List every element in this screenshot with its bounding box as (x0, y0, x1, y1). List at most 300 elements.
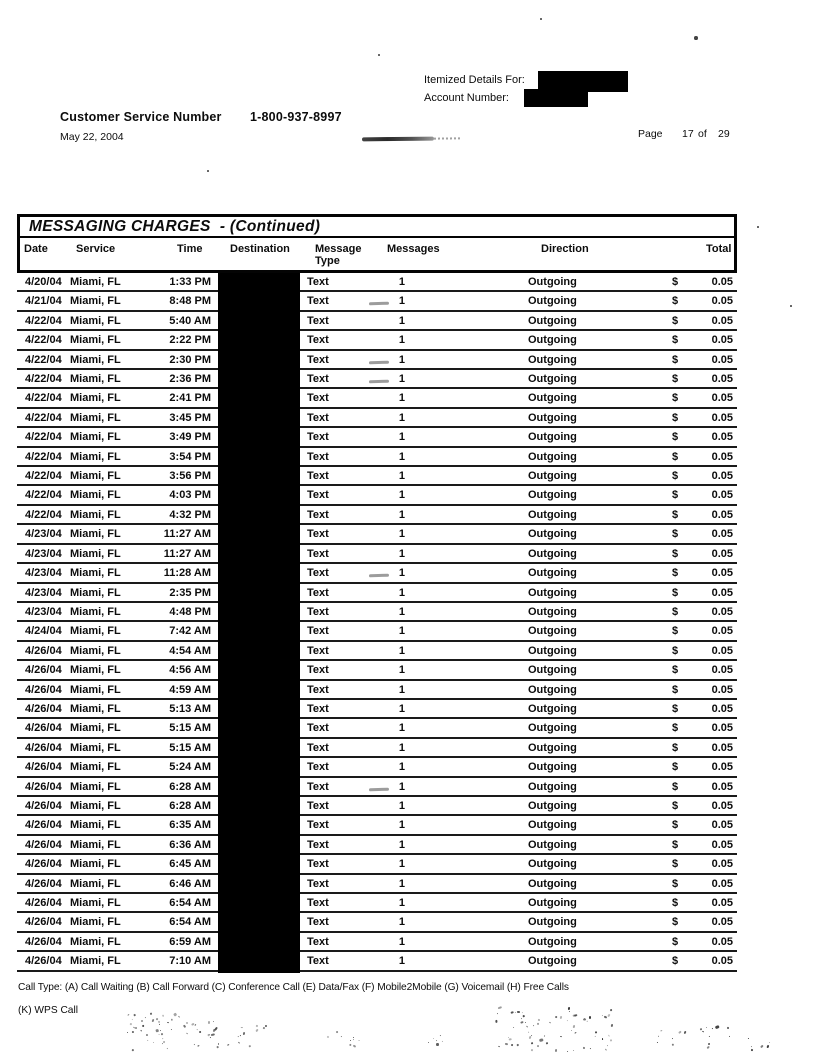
cell-type: Text (307, 489, 329, 502)
cell-msgs: 1 (398, 819, 405, 832)
cell-service: Miami, FL (70, 858, 121, 871)
cell-type: Text (307, 780, 329, 793)
col-header-date: Date (24, 243, 48, 255)
cell-total: 0.05 (711, 916, 733, 929)
cell-type: Text (307, 353, 329, 366)
cell-time: 2:35 PM (169, 586, 211, 599)
cell-date: 4/26/04 (25, 799, 62, 812)
cell-type: Text (307, 916, 329, 929)
cell-service: Miami, FL (70, 955, 121, 968)
cell-total: 0.05 (711, 605, 733, 618)
cell-type: Text (307, 838, 329, 851)
table-row (17, 603, 737, 622)
cell-total: 0.05 (711, 780, 733, 793)
cell-time: 6:54 AM (169, 897, 211, 909)
cell-cur: $ (672, 722, 679, 735)
cell-dir: Outgoing (528, 508, 577, 521)
page-total: 29 (718, 128, 730, 140)
cell-time: 5:40 AM (169, 314, 211, 327)
cell-type: Text (307, 605, 329, 618)
cell-dir: Outgoing (528, 741, 577, 754)
col-header-service: Service (76, 243, 116, 255)
cell-cur: $ (672, 586, 679, 599)
cell-msgs: 1 (398, 838, 405, 851)
cell-msgs: 1 (398, 470, 405, 483)
cell-total: 0.05 (711, 295, 733, 308)
cell-cur: $ (672, 567, 679, 580)
cell-dir: Outgoing (528, 664, 577, 677)
cell-total: 0.05 (711, 314, 733, 327)
cell-cur: $ (672, 799, 679, 812)
cell-service: Miami, FL (70, 528, 121, 541)
table-row (17, 428, 737, 447)
cell-total: 0.05 (711, 334, 733, 347)
cell-msgs: 1 (398, 411, 405, 424)
cell-time: 11:27 AM (163, 528, 211, 541)
col-header-time: Time (177, 243, 203, 255)
table-row (17, 564, 737, 583)
cell-date: 4/26/04 (25, 664, 62, 677)
table-row (17, 719, 737, 738)
cell-date: 4/22/04 (25, 508, 62, 521)
cell-type: Text (307, 819, 329, 832)
table-row (17, 389, 737, 408)
cell-type: Text (307, 858, 329, 871)
cell-type: Text (307, 644, 329, 657)
cell-service: Miami, FL (70, 722, 121, 735)
cell-dir: Outgoing (528, 392, 577, 405)
cell-cur: $ (672, 741, 679, 754)
cell-date: 4/26/04 (25, 858, 62, 871)
table-row (17, 467, 737, 486)
cell-service: Miami, FL (70, 431, 121, 444)
cell-service: Miami, FL (70, 683, 121, 696)
redaction-destination-column (218, 273, 300, 973)
cell-total: 0.05 (711, 431, 733, 444)
cell-cur: $ (672, 819, 679, 832)
col-header-messages: Messages (387, 243, 440, 255)
cell-type: Text (307, 897, 329, 909)
cell-dir: Outgoing (528, 450, 577, 463)
cell-cur: $ (672, 528, 679, 541)
cell-service: Miami, FL (70, 489, 121, 502)
cell-date: 4/22/04 (25, 392, 62, 405)
cell-time: 5:13 AM (169, 702, 211, 715)
cell-msgs: 1 (398, 683, 405, 696)
cell-type: Text (307, 877, 329, 890)
cell-cur: $ (672, 877, 679, 890)
cell-type: Text (307, 528, 329, 541)
cell-date: 4/21/04 (25, 295, 62, 308)
cell-total: 0.05 (711, 528, 733, 541)
cell-total: 0.05 (711, 450, 733, 463)
cell-dir: Outgoing (528, 780, 577, 793)
cell-cur: $ (672, 955, 679, 968)
cell-time: 3:56 PM (169, 470, 211, 483)
cell-dir: Outgoing (528, 877, 577, 890)
cell-total: 0.05 (711, 683, 733, 696)
cell-cur: $ (672, 431, 679, 444)
cell-msgs: 1 (398, 314, 405, 327)
scan-smudge (369, 787, 389, 791)
cell-time: 6:36 AM (169, 838, 211, 851)
page-of-label: of (698, 128, 707, 140)
cell-date: 4/26/04 (25, 702, 62, 715)
cell-date: 4/26/04 (25, 644, 62, 657)
cell-time: 2:41 PM (169, 392, 211, 405)
cell-time: 2:22 PM (169, 334, 211, 347)
cell-service: Miami, FL (70, 761, 121, 774)
redaction-account-number (524, 89, 588, 107)
table-row (17, 913, 737, 932)
cell-msgs: 1 (398, 489, 405, 502)
cell-total: 0.05 (711, 567, 733, 580)
cell-dir: Outgoing (528, 295, 577, 308)
cell-cur: $ (672, 916, 679, 929)
cell-type: Text (307, 567, 329, 580)
cell-time: 3:49 PM (169, 431, 211, 444)
col-header-total: Total (706, 243, 732, 255)
cell-date: 4/22/04 (25, 450, 62, 463)
cell-cur: $ (672, 547, 679, 560)
cell-cur: $ (672, 353, 679, 366)
table-row (17, 370, 737, 389)
cell-time: 3:54 PM (169, 450, 211, 463)
cell-service: Miami, FL (70, 586, 121, 599)
cell-total: 0.05 (711, 741, 733, 754)
cell-msgs: 1 (398, 392, 405, 405)
cell-total: 0.05 (711, 470, 733, 483)
cell-service: Miami, FL (70, 819, 121, 832)
cell-msgs: 1 (398, 799, 405, 812)
cell-cur: $ (672, 858, 679, 871)
cell-type: Text (307, 702, 329, 715)
cell-time: 4:59 AM (169, 683, 211, 696)
cell-time: 6:45 AM (169, 858, 211, 871)
cell-date: 4/26/04 (25, 955, 62, 968)
table-title-bar (17, 214, 737, 238)
cell-service: Miami, FL (70, 373, 121, 386)
cell-cur: $ (672, 935, 679, 948)
cell-dir: Outgoing (528, 547, 577, 560)
table-row (17, 681, 737, 700)
cell-msgs: 1 (398, 586, 405, 599)
cell-service: Miami, FL (70, 644, 121, 657)
cell-total: 0.05 (711, 353, 733, 366)
cell-msgs: 1 (398, 528, 405, 541)
table-row (17, 836, 737, 855)
cell-msgs: 1 (398, 334, 405, 347)
cell-date: 4/23/04 (25, 586, 62, 599)
table-row (17, 351, 737, 370)
cell-msgs: 1 (398, 450, 405, 463)
cell-total: 0.05 (711, 761, 733, 774)
cell-dir: Outgoing (528, 586, 577, 599)
table-row (17, 312, 737, 331)
cell-service: Miami, FL (70, 838, 121, 851)
cell-msgs: 1 (398, 741, 405, 754)
cell-date: 4/26/04 (25, 897, 62, 909)
cell-dir: Outgoing (528, 819, 577, 832)
page-number: 17 (682, 128, 694, 140)
cell-total: 0.05 (711, 489, 733, 502)
cell-time: 4:32 PM (169, 508, 211, 521)
cell-time: 2:36 PM (169, 373, 211, 386)
cell-cur: $ (672, 411, 679, 424)
cell-msgs: 1 (398, 547, 405, 560)
cell-msgs: 1 (398, 916, 405, 929)
cell-total: 0.05 (711, 819, 733, 832)
cell-type: Text (307, 664, 329, 677)
cell-dir: Outgoing (528, 955, 577, 968)
cell-time: 7:42 AM (169, 625, 211, 638)
cell-dir: Outgoing (528, 858, 577, 871)
cell-service: Miami, FL (70, 508, 121, 521)
cell-time: 5:15 AM (169, 722, 211, 735)
cell-cur: $ (672, 664, 679, 677)
cell-dir: Outgoing (528, 799, 577, 812)
cell-service: Miami, FL (70, 916, 121, 929)
table-row (17, 448, 737, 467)
cell-service: Miami, FL (70, 741, 121, 754)
messaging-charges-table (17, 214, 737, 972)
cell-dir: Outgoing (528, 702, 577, 715)
cell-date: 4/22/04 (25, 489, 62, 502)
cell-time: 7:10 AM (169, 955, 211, 968)
cell-type: Text (307, 334, 329, 347)
cell-dir: Outgoing (528, 489, 577, 502)
cell-type: Text (307, 295, 329, 308)
cell-date: 4/22/04 (25, 431, 62, 444)
cell-date: 4/26/04 (25, 722, 62, 735)
table-row (17, 292, 737, 311)
cell-dir: Outgoing (528, 916, 577, 929)
cell-type: Text (307, 431, 329, 444)
cell-time: 5:15 AM (169, 741, 211, 754)
cell-dir: Outgoing (528, 625, 577, 638)
cell-service: Miami, FL (70, 877, 121, 890)
cell-msgs: 1 (398, 373, 405, 386)
cell-date: 4/26/04 (25, 780, 62, 793)
table-row (17, 506, 737, 525)
cell-service: Miami, FL (70, 547, 121, 560)
cell-total: 0.05 (711, 586, 733, 599)
cell-msgs: 1 (398, 353, 405, 366)
cell-dir: Outgoing (528, 761, 577, 774)
cell-type: Text (307, 741, 329, 754)
cell-dir: Outgoing (528, 897, 577, 909)
table-row (17, 273, 737, 292)
cell-msgs: 1 (398, 431, 405, 444)
cell-time: 4:48 PM (169, 605, 211, 618)
table-row (17, 661, 737, 680)
cell-msgs: 1 (398, 761, 405, 774)
cell-date: 4/26/04 (25, 819, 62, 832)
cell-dir: Outgoing (528, 314, 577, 327)
cell-cur: $ (672, 702, 679, 715)
table-row (17, 875, 737, 894)
cell-service: Miami, FL (70, 799, 121, 812)
cell-type: Text (307, 314, 329, 327)
table-row (17, 545, 737, 564)
cell-cur: $ (672, 373, 679, 386)
cell-date: 4/22/04 (25, 470, 62, 483)
cell-time: 1:33 PM (169, 276, 211, 288)
cell-msgs: 1 (398, 877, 405, 890)
cell-service: Miami, FL (70, 450, 121, 463)
cell-msgs: 1 (398, 702, 405, 715)
cell-msgs: 1 (398, 625, 405, 638)
cell-cur: $ (672, 489, 679, 502)
cell-dir: Outgoing (528, 605, 577, 618)
cell-type: Text (307, 470, 329, 483)
scan-smudge (369, 360, 389, 364)
cell-cur: $ (672, 276, 679, 288)
cell-time: 4:03 PM (169, 489, 211, 502)
cell-date: 4/26/04 (25, 741, 62, 754)
cell-cur: $ (672, 450, 679, 463)
cell-time: 8:48 PM (169, 295, 211, 308)
cell-service: Miami, FL (70, 702, 121, 715)
cell-type: Text (307, 586, 329, 599)
cell-service: Miami, FL (70, 392, 121, 405)
table-row (17, 894, 737, 913)
cell-total: 0.05 (711, 897, 733, 909)
cell-msgs: 1 (398, 567, 405, 580)
cell-type: Text (307, 955, 329, 968)
cell-msgs: 1 (398, 664, 405, 677)
cell-dir: Outgoing (528, 838, 577, 851)
cell-dir: Outgoing (528, 528, 577, 541)
cell-total: 0.05 (711, 935, 733, 948)
cell-service: Miami, FL (70, 567, 121, 580)
table-row (17, 584, 737, 603)
cell-service: Miami, FL (70, 935, 121, 948)
cell-time: 6:59 AM (169, 935, 211, 948)
cell-date: 4/26/04 (25, 935, 62, 948)
cell-date: 4/26/04 (25, 761, 62, 774)
cell-time: 11:27 AM (163, 547, 211, 560)
table-row (17, 525, 737, 544)
cell-date: 4/23/04 (25, 605, 62, 618)
table-row (17, 758, 737, 777)
cell-service: Miami, FL (70, 605, 121, 618)
table-row (17, 816, 737, 835)
cell-date: 4/22/04 (25, 353, 62, 366)
col-header-message-type: Message Type (315, 243, 362, 267)
cell-msgs: 1 (398, 780, 405, 793)
cell-time: 3:45 PM (169, 411, 211, 424)
cell-type: Text (307, 547, 329, 560)
table-row (17, 486, 737, 505)
cell-total: 0.05 (711, 702, 733, 715)
cell-service: Miami, FL (70, 334, 121, 347)
cell-msgs: 1 (398, 897, 405, 909)
cell-time: 11:28 AM (163, 567, 211, 580)
cell-date: 4/22/04 (25, 411, 62, 424)
cell-total: 0.05 (711, 373, 733, 386)
cell-cur: $ (672, 897, 679, 909)
cell-msgs: 1 (398, 935, 405, 948)
cell-time: 6:28 AM (169, 780, 211, 793)
cell-dir: Outgoing (528, 334, 577, 347)
cell-total: 0.05 (711, 799, 733, 812)
cell-cur: $ (672, 683, 679, 696)
cell-time: 6:28 AM (169, 799, 211, 812)
cell-type: Text (307, 508, 329, 521)
cell-time: 5:24 AM (169, 761, 211, 774)
cell-date: 4/23/04 (25, 547, 62, 560)
table-header-row (17, 238, 737, 273)
cell-cur: $ (672, 334, 679, 347)
cell-dir: Outgoing (528, 470, 577, 483)
cell-cur: $ (672, 625, 679, 638)
cell-time: 2:30 PM (169, 353, 211, 366)
cell-type: Text (307, 761, 329, 774)
cell-cur: $ (672, 838, 679, 851)
table-row (17, 331, 737, 350)
cell-total: 0.05 (711, 877, 733, 890)
cell-service: Miami, FL (70, 295, 121, 308)
cell-msgs: 1 (398, 858, 405, 871)
cell-service: Miami, FL (70, 625, 121, 638)
cell-date: 4/26/04 (25, 838, 62, 851)
cell-dir: Outgoing (528, 644, 577, 657)
cell-cur: $ (672, 780, 679, 793)
cell-msgs: 1 (398, 295, 405, 308)
cell-type: Text (307, 722, 329, 735)
cell-dir: Outgoing (528, 683, 577, 696)
cell-cur: $ (672, 314, 679, 327)
cell-service: Miami, FL (70, 780, 121, 793)
call-type-legend: Call Type: (A) Call Waiting (B) Call Forward (C) Conference Call (E) Data/Fax (F) Mobile2Mobile (G) Voicemail (H) Free Calls (18, 982, 569, 993)
cell-date: 4/23/04 (25, 528, 62, 541)
cell-date: 4/22/04 (25, 334, 62, 347)
cell-date: 4/24/04 (25, 625, 62, 638)
table-row (17, 797, 737, 816)
cell-dir: Outgoing (528, 411, 577, 424)
table-body (17, 273, 737, 972)
cell-date: 4/22/04 (25, 314, 62, 327)
table-row (17, 952, 737, 971)
cell-type: Text (307, 373, 329, 386)
cell-msgs: 1 (398, 722, 405, 735)
cell-type: Text (307, 799, 329, 812)
cell-cur: $ (672, 392, 679, 405)
cell-type: Text (307, 411, 329, 424)
cell-time: 6:35 AM (169, 819, 211, 832)
cell-date: 4/26/04 (25, 683, 62, 696)
cell-total: 0.05 (711, 392, 733, 405)
table-row (17, 409, 737, 428)
wps-call-note: (K) WPS Call (18, 1005, 78, 1016)
cell-service: Miami, FL (70, 470, 121, 483)
table-row (17, 739, 737, 758)
statement-date: May 22, 2004 (60, 131, 124, 143)
cell-type: Text (307, 450, 329, 463)
cell-type: Text (307, 392, 329, 405)
table-title: MESSAGING CHARGES - (Continued) (29, 218, 321, 235)
cell-date: 4/26/04 (25, 877, 62, 890)
account-number-label: Account Number: (424, 92, 509, 104)
col-header-direction: Direction (541, 243, 589, 255)
cell-total: 0.05 (711, 276, 733, 288)
cell-total: 0.05 (711, 722, 733, 735)
cell-time: 6:46 AM (169, 877, 211, 890)
cell-service: Miami, FL (70, 411, 121, 424)
customer-service-label: Customer Service Number (60, 110, 222, 124)
cell-date: 4/26/04 (25, 916, 62, 929)
